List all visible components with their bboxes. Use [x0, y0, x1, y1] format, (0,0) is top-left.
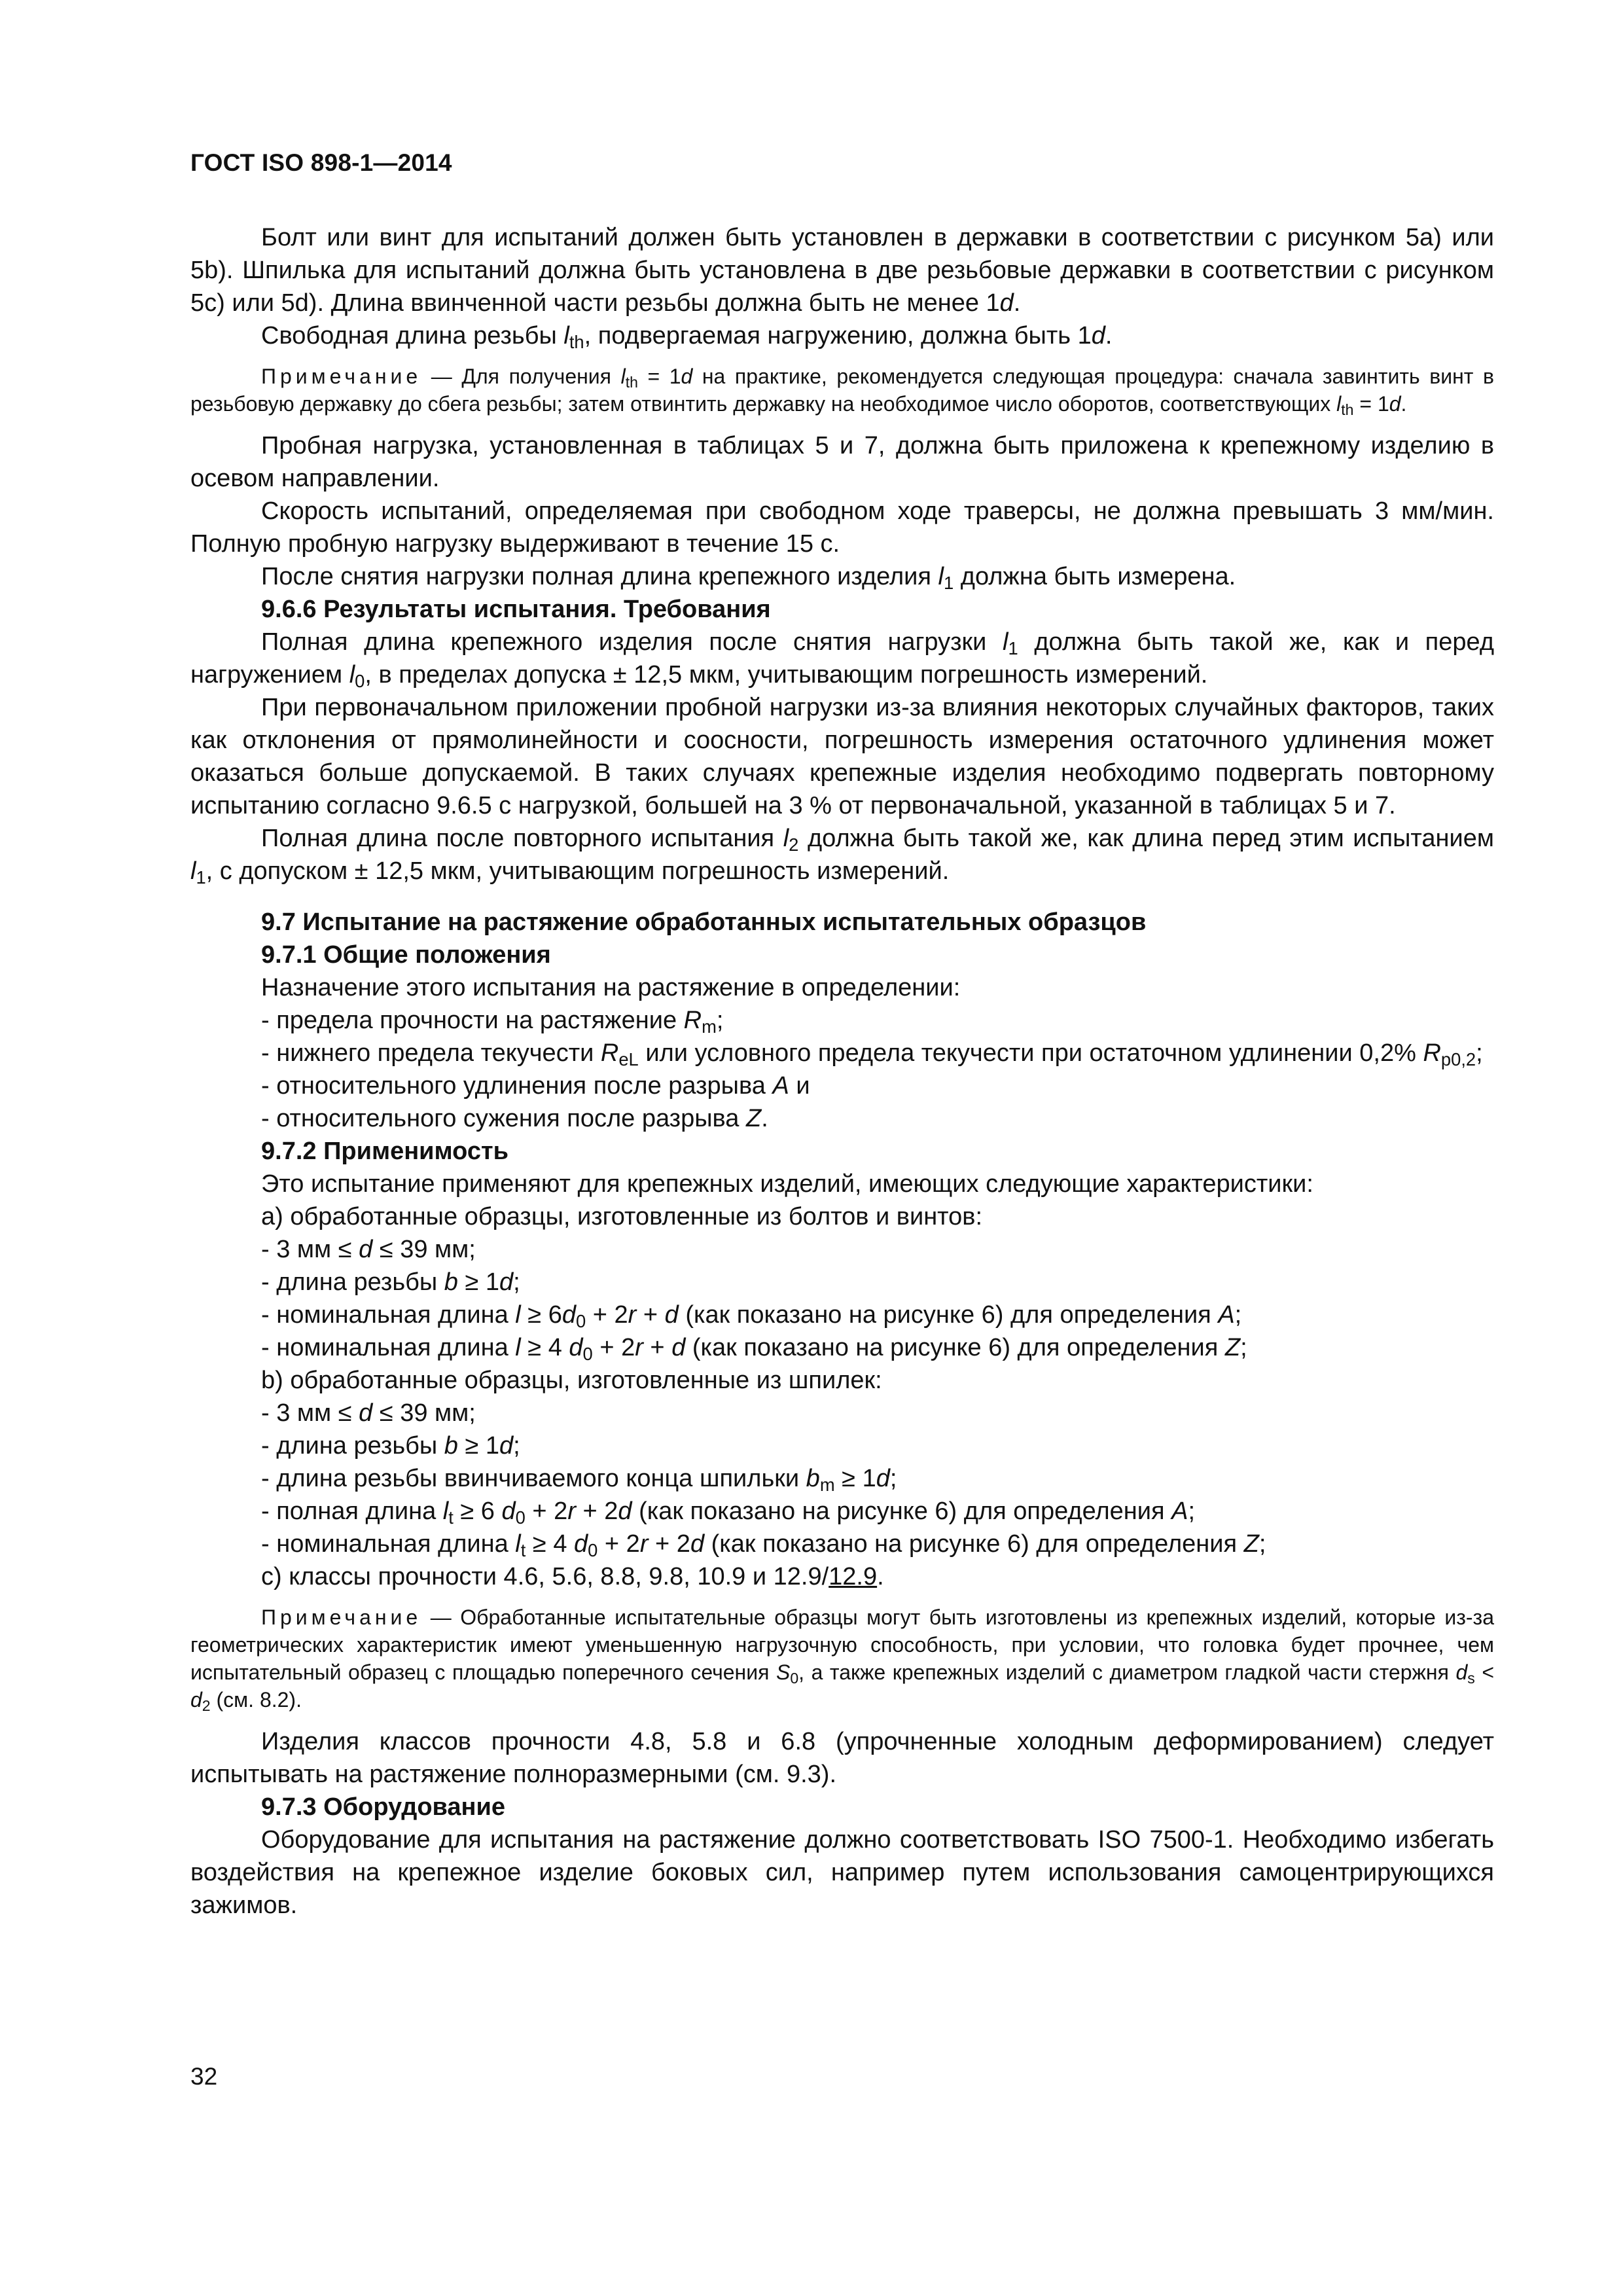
list-item: - номинальная длина $l_t \ge 4$ $d_0 + 2r + 2d$ (как показано на рисунке 6) для определения Z;: [261, 1530, 1266, 1560]
section-heading: 9.6.6 Результаты испытания. Требования: [261, 596, 771, 623]
list-item: - номинальная длина $l \ge 6d_0 + 2r + d$ (как показано на рисунке 6) для определения A;: [261, 1301, 1242, 1331]
document-body: [190, 221, 1494, 1922]
list-item: - номинальная длина l ≥ 4 $d_0 + 2r + d$ (как показано на рисунке 6) для определения Z;: [261, 1334, 1247, 1364]
section-heading: 9.7.1 Общие положения: [261, 941, 551, 969]
paragraph: Изделия классов прочности 4.8, 5.8 и 6.8 (упрочненные холодным деформированием) следует испытывать на растяжение полноразмерными (см. 9.3).: [190, 1728, 1494, 1788]
list-item: - относительного сужения после разрыва Z.: [261, 1105, 768, 1132]
note-label: Примечание: [261, 365, 422, 388]
list-item: c) классы прочности 4.6, 5.6, 8.8, 9.8, 10.9 и 12.9/12.9.: [261, 1563, 884, 1590]
paragraph: Полная длина после повторного испытания $l_2$ должна быть такой же, как длина перед этим испытанием $l_1$, с допуском ± 12,5 мкм, учитывающим погрешность измерений.: [190, 825, 1494, 888]
paragraph: Скорость испытаний, определяемая при свободном ходе траверсы, не должна превышать 3 мм/мин. Полную пробную нагрузку выдерживают в течение 15 с.: [190, 497, 1494, 558]
paragraph: После снятия нагрузки полная длина крепежного изделия $l_1$ должна быть измерена.: [261, 563, 1236, 593]
list-item: - нижнего предела текучести $R_{eL}$ или условного предела текучести при остаточном удлинении 0,2% $R_{p0,2}$;: [261, 1039, 1483, 1069]
paragraph: Свободная длина резьбы $l_{th}$, подвергаемая нагружению, должна быть 1d.: [261, 322, 1113, 352]
paragraph: Полная длина крепежного изделия после снятия нагрузки $l_1$ должна быть такой же, как и перед нагружением $l_0$, в пределах допуска ± 12,5 мкм, учитывающим погрешность измерений.: [190, 628, 1494, 691]
list-item: - длина резьбы ввинчиваемого конца шпильки $b_m \ge 1d$;: [261, 1465, 897, 1495]
paragraph: При первоначальном приложении пробной нагрузки из-за влияния некоторых случайных факторов, таких как отклонения от прямолинейности и соосности, погрешность измерения остаточного удлинения может оказаться больше допускаемой. В таких случаях крепежные изделия необходимо подвергать повторному испытанию согласно 9.6.5 с нагрузкой, большей на 3 % от первоначальной, указанной в таблицах 5 и 7.: [190, 694, 1494, 819]
list-heading: b) обработанные образцы, изготовленные из шпилек:: [261, 1367, 882, 1394]
paragraph: Пробная нагрузка, установленная в таблицах 5 и 7, должна быть приложена к крепежному изделию в осевом направлении.: [190, 432, 1494, 492]
paragraph: Это испытание применяют для крепежных изделий, имеющих следующие характеристики:: [261, 1170, 1313, 1198]
note: Примечание — Обработанные испытательные образцы могут быть изготовлены из крепежных изделий, которые из-за геометрических характеристик имеют уменьшенную нагрузочную способность, при условии, что головка будет прочнее, чем испытательный образец с площадью поперечного сечения $S_0$, а также крепежных изделий с диаметром гладкой части стержня $d_s < d_2$ (см. 8.2).: [190, 1605, 1495, 1714]
list-item: - относительного удлинения после разрыва A и: [261, 1072, 810, 1100]
list-item: - 3 мм ≤ d ≤ 39 мм;: [261, 1399, 476, 1427]
list-item: - длина резьбы b ≥ 1d;: [261, 1268, 520, 1296]
section-heading: 9.7 Испытание на растяжение обработанных испытательных образцов: [261, 908, 1147, 936]
document-header: ГОСТ ISO 898-1—2014: [190, 149, 452, 176]
paragraph: Болт или винт для испытаний должен быть установлен в державки в соответствии с рисунком 5a) или 5b). Шпилька для испытаний должна быть установлена в две резьбовые державки в соответствии с рисунком 5c) или 5d). Длина ввинченной части резьбы должна быть не менее 1d.: [190, 224, 1494, 317]
list-item: - полная длина $l_t \ge 6$ $d_0 + 2r + 2d$ (как показано на рисунке 6) для определения A;: [261, 1498, 1196, 1528]
section-heading: 9.7.2 Применимость: [261, 1138, 508, 1165]
list-item: - 3 мм ≤ d ≤ 39 мм;: [261, 1236, 476, 1263]
list-item: - длина резьбы b ≥ 1d;: [261, 1432, 520, 1460]
list-item: - предела прочности на растяжение $R_m$;: [261, 1007, 724, 1037]
list-heading: a) обработанные образцы, изготовленные из болтов и винтов:: [261, 1203, 983, 1230]
note-label: Примечание: [261, 1605, 422, 1629]
page-number: 32: [190, 2063, 218, 2090]
paragraph: Оборудование для испытания на растяжение должно соответствовать ISO 7500-1. Необходимо избегать воздействия на крепежное изделие боковых сил, например путем использования самоцентрирующихся зажимов.: [190, 1826, 1494, 1919]
paragraph: Назначение этого испытания на растяжение в определении:: [261, 974, 961, 1001]
section-heading: 9.7.3 Оборудование: [261, 1793, 505, 1821]
note: Примечание — Для получения $l_{th} = 1d$ на практике, рекомендуется следующая процедура: сначала завинтить винт в резьбовую державку до сбега резьбы; затем отвинтить державку на необходимое число оборотов, соответствующих $l_{th} = 1d$.: [190, 365, 1495, 418]
